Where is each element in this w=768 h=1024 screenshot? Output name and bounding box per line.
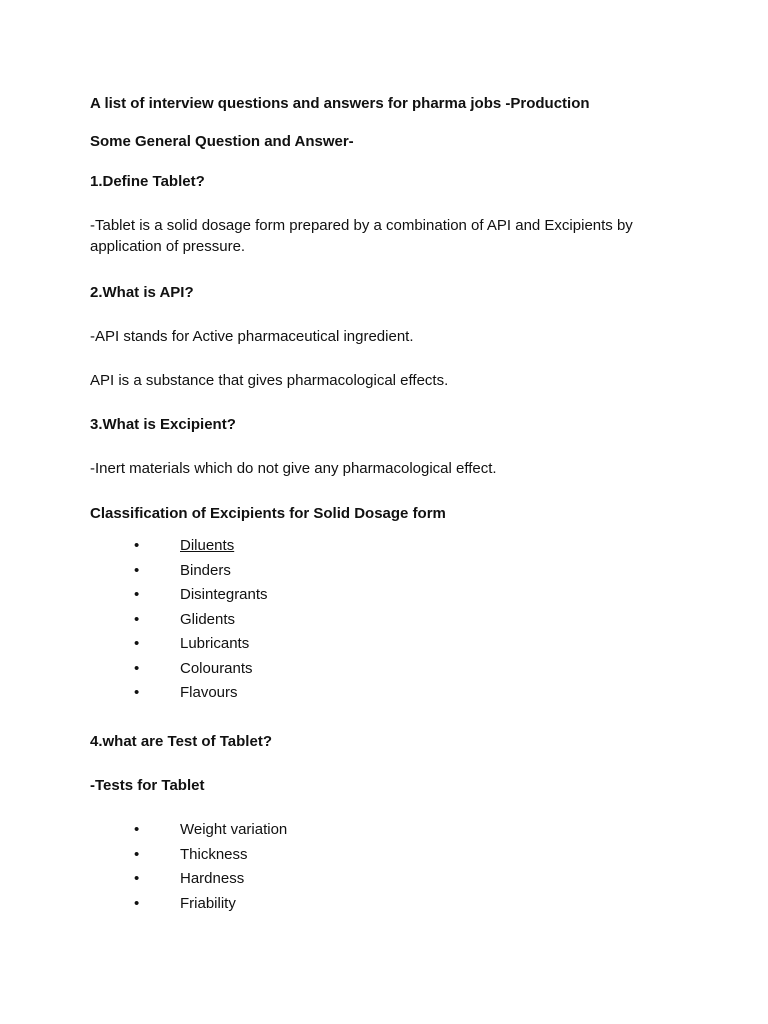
list-item-label: Diluents — [180, 537, 235, 554]
classification-heading: Classification of Excipients for Solid Dosage form — [90, 505, 446, 522]
list-item — [90, 633, 268, 658]
question-1: 1.Define Tablet? — [90, 173, 205, 190]
bullet-icon: • — [134, 561, 140, 579]
list-item-label: Weight variation — [180, 821, 288, 838]
answer-2-line-2: API is a substance that gives pharmacological effects. — [90, 372, 449, 389]
bullet-icon: • — [134, 586, 140, 603]
question-2: 2.What is API? — [90, 284, 194, 301]
bullet-icon: • — [134, 659, 140, 677]
list-item — [90, 868, 287, 893]
list-item-label: Lubricants — [180, 635, 250, 652]
list-item — [90, 535, 268, 560]
list-item — [90, 819, 287, 844]
question-3: 3.What is Excipient? — [90, 416, 236, 433]
bullet-icon: • — [134, 635, 140, 652]
bullet-icon: • — [134, 894, 140, 912]
list-item — [90, 844, 287, 869]
list-item — [90, 658, 268, 683]
bullet-icon: • — [134, 870, 140, 887]
list-item — [90, 584, 268, 609]
bullet-icon: • — [134, 610, 140, 628]
answer-1: -Tablet is a solid dosage form prepared by a combination of API and Excipients by application of pressure. — [90, 217, 633, 255]
list-item — [90, 682, 268, 707]
bullet-icon: • — [134, 537, 140, 554]
answer-4-heading: -Tests for Tablet — [90, 777, 205, 794]
section-subtitle: Some General Question and Answer- — [90, 133, 354, 150]
list-item-label: Hardness — [180, 870, 245, 887]
list-item-label: Friability — [180, 894, 236, 912]
bullet-icon: • — [134, 821, 140, 838]
answer-2-line-1: -API stands for Active pharmaceutical ingredient. — [90, 328, 414, 345]
question-4: 4.what are Test of Tablet? — [90, 733, 272, 750]
list-item-label: Colourants — [180, 659, 253, 677]
bullet-icon: • — [134, 684, 140, 701]
tablet-tests-list — [90, 819, 287, 917]
list-item-label: Disintegrants — [180, 586, 268, 603]
document-title: A list of interview questions and answers for pharma jobs -Production — [90, 95, 590, 112]
list-item-label: Glidents — [180, 610, 236, 628]
list-item — [90, 609, 268, 634]
list-item-label: Binders — [180, 561, 231, 579]
list-item — [90, 560, 268, 585]
list-item — [90, 893, 287, 918]
list-item-label: Thickness — [180, 845, 248, 863]
excipient-list — [90, 535, 268, 707]
list-item-label: Flavours — [180, 684, 238, 701]
answer-3: -Inert materials which do not give any pharmacological effect. — [90, 460, 497, 477]
bullet-icon: • — [134, 845, 140, 863]
